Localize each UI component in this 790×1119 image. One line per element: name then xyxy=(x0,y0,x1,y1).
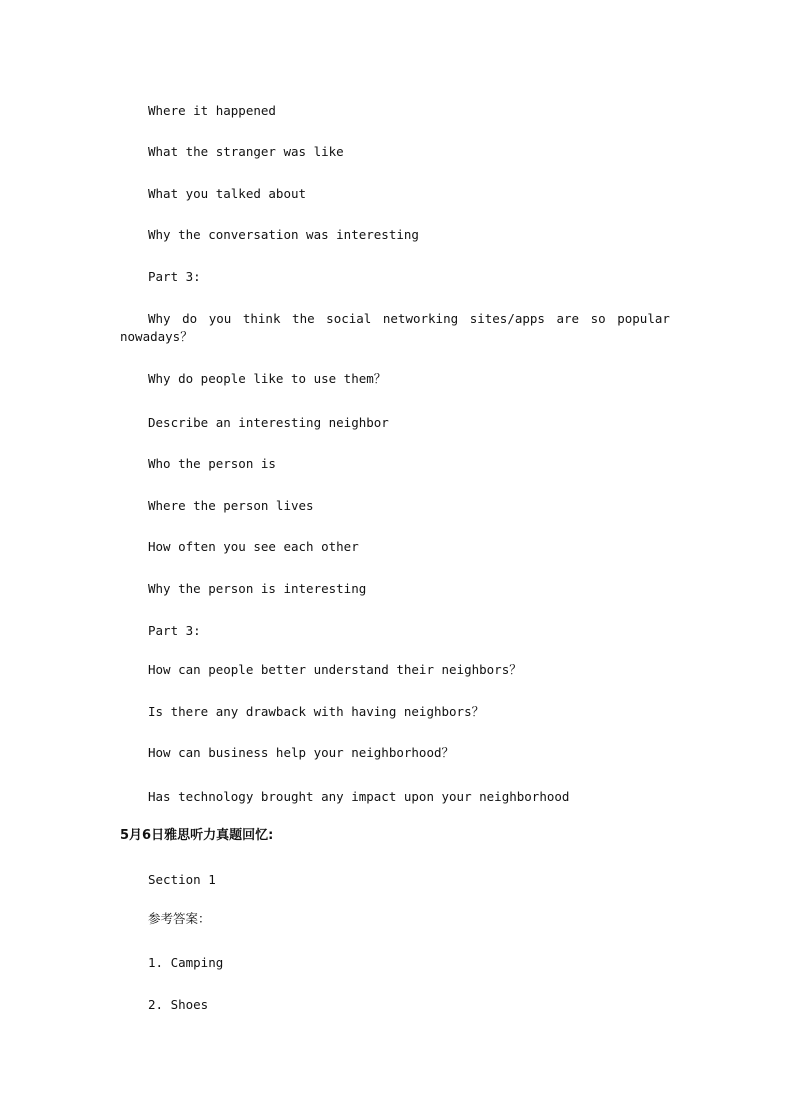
word: you xyxy=(208,311,232,326)
cue-where-person-lives: Where the person lives xyxy=(148,498,314,513)
part-3-label: Part 3: xyxy=(148,269,201,284)
question-social-networking-line1 xyxy=(120,310,670,328)
question-business-help: How can business help your neighborhood？ xyxy=(148,745,454,760)
cue-who-person-is: Who the person is xyxy=(148,456,276,471)
cue-why-interesting: Why the conversation was interesting xyxy=(148,227,419,242)
section-heading: 5月6日雅思听力真题回忆: xyxy=(120,828,274,843)
topic-interesting-neighbor: Describe an interesting neighbor xyxy=(148,415,389,430)
word: the xyxy=(292,311,315,326)
question-understand-neighbors: How can people better understand their neighbors？ xyxy=(148,662,522,677)
word: sites/apps xyxy=(469,311,545,326)
question-technology-impact: Has technology brought any impact upon your neighborhood xyxy=(148,789,570,804)
word: are xyxy=(556,311,580,326)
answer-2: 2. Shoes xyxy=(148,997,209,1012)
question-social-networking-line2: nowadays？ xyxy=(120,329,193,344)
section-1-label: Section 1 xyxy=(148,872,216,887)
answer-1: 1. Camping xyxy=(148,955,224,970)
word: Why xyxy=(148,311,171,326)
word: do xyxy=(182,311,198,326)
word: so xyxy=(590,311,606,326)
cue-how-often: How often you see each other xyxy=(148,539,359,554)
cue-why-person-interesting: Why the person is interesting xyxy=(148,581,367,596)
question-why-people-use: Why do people like to use them？ xyxy=(148,371,387,386)
word: social xyxy=(326,311,372,326)
question-social-networking xyxy=(120,310,670,346)
cue-what-talked-about: What you talked about xyxy=(148,186,307,201)
word: popular xyxy=(617,311,670,326)
cue-what-stranger-like: What the stranger was like xyxy=(148,144,344,159)
word: networking xyxy=(382,311,459,326)
question-drawback-neighbors: Is there any drawback with having neighbors？ xyxy=(148,704,485,719)
reference-answers-label: 参考答案： xyxy=(148,911,211,926)
cue-where-it-happened: Where it happened xyxy=(148,103,276,118)
part-3-label-2: Part 3: xyxy=(148,623,201,638)
word: think xyxy=(242,311,281,326)
